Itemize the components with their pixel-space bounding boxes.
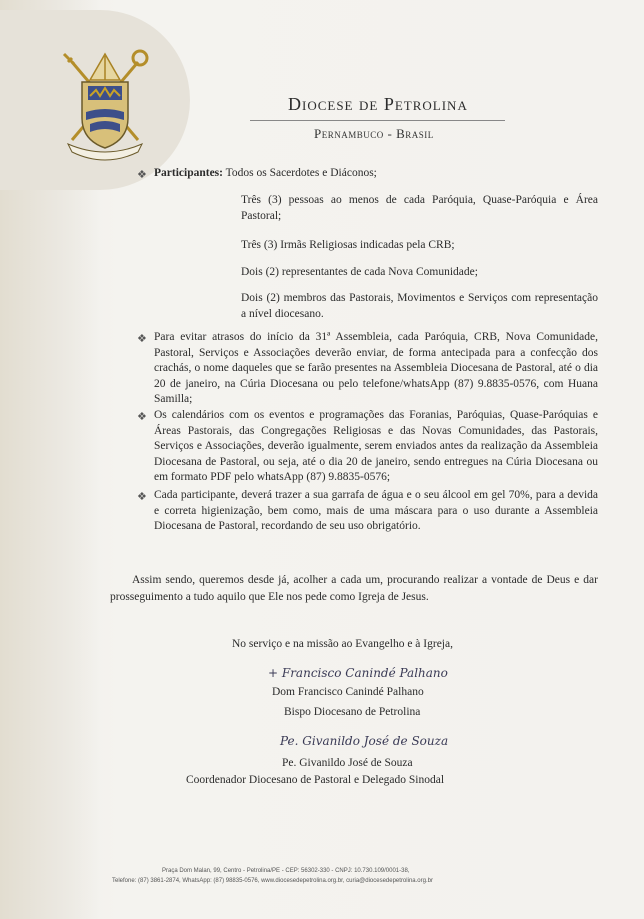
coordinator-name: Pe. Givanildo José de Souza (282, 757, 413, 769)
bullet-icon: ❖ (137, 411, 147, 423)
header-divider (250, 120, 505, 121)
footer-contacts: Telefone: (87) 3861-2874, WhatsApp: (87) 98835-0576, www.diocesedepetrolina.org.br, curia@diocesedepetrolina.org.br (112, 878, 433, 884)
footer-address: Praça Dom Malan, 99, Centro - Petrolina/PE - CEP: 56302-330 - CNPJ: 10.730.109/0001-38, (162, 868, 410, 874)
participants-item: Dois (2) membros das Pastorais, Movimentos e Serviços com representação a nível diocesano. (241, 292, 598, 320)
participants-item: Três (3) pessoas ao menos de cada Paróquia, Quase-Paróquia e Área Pastoral; (241, 194, 598, 222)
participants-item: Dois (2) representantes de cada Nova Comunidade; (241, 266, 478, 278)
participants-line (154, 167, 377, 179)
participants-label: Participantes: (154, 167, 223, 179)
diocese-crest-logo (50, 40, 160, 170)
diocese-title: Diocese de Petrolina (288, 94, 468, 114)
greeting-line: No serviço e na missão ao Evangelho e à Igreja, (232, 638, 453, 650)
instruction-bullet: Cada participante, deverá trazer a sua garrafa de água e o seu álcool em gel 70%, para a devida e correta higienização, bem como, mais de uma máscara para o uso durante a Assembleia Diocesana de Pastoral, recordando de seu uso obrigatório. (154, 489, 598, 532)
participants-item: Três (3) Irmãs Religiosas indicadas pela CRB; (241, 239, 455, 251)
bishop-signature: + Francisco Canindé Palhano (268, 666, 448, 680)
instruction-bullet: Para evitar atrasos do início da 31ª Assembleia, cada Paróquia, CRB, Nova Comunidade, Pastoral, Serviços e Associações deverão enviar, de forma antecipada para a confecção dos crachás, o nome daqueles que se farão presentes na Assembleia Diocesana de Pastoral, até o dia 20 de janeiro, na Cúria Diocesana ou pelo telefone/whatsApp (87) 9.8835-0576, com Huana Samilla; (154, 331, 598, 405)
bullet-icon: ❖ (137, 491, 147, 503)
participants-first: Todos os Sacerdotes e Diáconos; (225, 167, 377, 179)
coordinator-signature: Pe. Givanildo José de Souza (280, 734, 449, 748)
bishop-role: Bispo Diocesano de Petrolina (284, 706, 421, 718)
bullet-icon: ❖ (137, 333, 147, 345)
bishop-name: Dom Francisco Canindé Palhano (272, 686, 424, 698)
diocese-subtitle: Pernambuco - Brasil (314, 126, 434, 141)
coordinator-role: Coordenador Diocesano de Pastoral e Delegado Sinodal (186, 774, 445, 786)
bullet-icon: ❖ (137, 169, 147, 181)
instruction-bullet: Os calendários com os eventos e programações das Foranias, Paróquias, Quase-Paróquias e Áreas Pastorais, das Congregações Religiosas e das Novas Comunidades, das Pastorais, Serviços e Associações, deverão igualmente, serem enviados antes da realização da Assembleia Diocesana de Pastoral, ou seja, até o dia 20 de janeiro, sendo entregues na Cúria Diocesana ou em formato PDF pelo whatsApp (87) 9.8835-0576; (154, 409, 598, 483)
closing-paragraph: Assim sendo, queremos desde já, acolher a cada um, procurando realizar a vontade de Deus e dar prosseguimento a tudo aquilo que Ele nos pede como Igreja de Jesus. (110, 574, 598, 603)
